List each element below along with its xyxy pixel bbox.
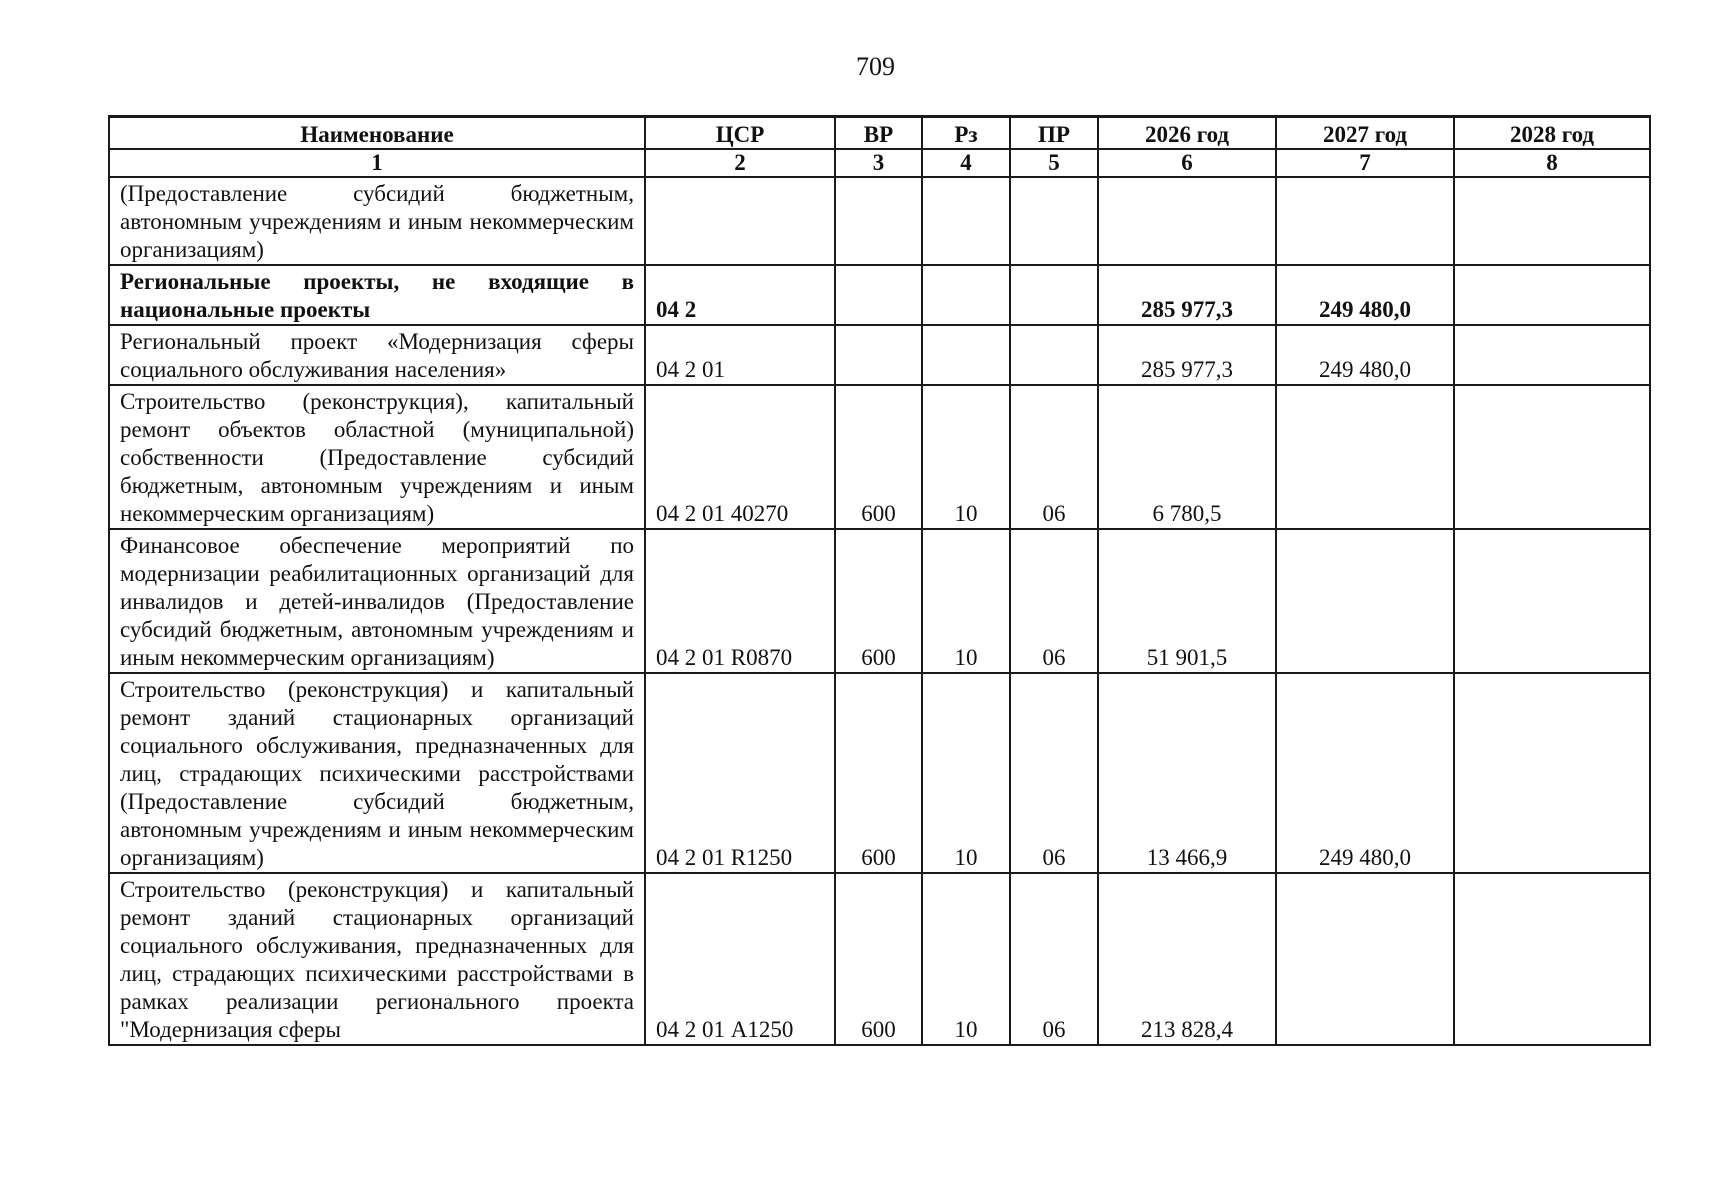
row-csr-cell: 04 2 01 R1250 (645, 673, 835, 873)
header-cell-rz: Рз (922, 117, 1010, 150)
row-2027-cell (1276, 529, 1454, 673)
row-vr-cell (835, 325, 922, 385)
row-rz-cell: 10 (922, 529, 1010, 673)
header-cell-csr: ЦСР (645, 117, 835, 150)
header-cell-2028: 2028 год (1454, 117, 1650, 150)
row-csr-cell (645, 177, 835, 265)
row-2028-cell (1454, 873, 1650, 1045)
row-rz-cell: 10 (922, 873, 1010, 1045)
row-csr-cell: 04 2 01 А1250 (645, 873, 835, 1045)
row-vr-cell: 600 (835, 385, 922, 529)
row-name-cell: Региональные проекты, не входящие в национальные проекты (109, 265, 645, 325)
column-number: 3 (835, 149, 922, 177)
row-2026-cell: 285 977,3 (1098, 265, 1276, 325)
table-row (109, 673, 1650, 873)
row-name-cell: (Предоставление субсидий бюджетным, автономным учреждениям и иным некоммерческим организациям) (109, 177, 645, 265)
column-number: 6 (1098, 149, 1276, 177)
row-vr-cell (835, 265, 922, 325)
header-cell-vr: ВР (835, 117, 922, 150)
header-cell-name: Наименование (109, 117, 645, 150)
row-2028-cell (1454, 529, 1650, 673)
row-2027-cell (1276, 177, 1454, 265)
row-pr-cell: 06 (1010, 873, 1098, 1045)
row-csr-cell: 04 2 01 (645, 325, 835, 385)
row-rz-cell (922, 177, 1010, 265)
table-row (109, 325, 1650, 385)
row-2026-cell: 285 977,3 (1098, 325, 1276, 385)
row-vr-cell: 600 (835, 873, 922, 1045)
header-cell-2026: 2026 год (1098, 117, 1276, 150)
header-cell-pr: ПР (1010, 117, 1098, 150)
row-name-cell: Строительство (реконструкция) и капитальный ремонт зданий стационарных организаций социального обслуживания, предназначенных для лиц, страдающих психическими расстройствами (Предоставление субсидий бюджетным, автономным учреждениям и иным некоммерческим организациям) (109, 673, 645, 873)
table-row (109, 873, 1650, 1045)
row-pr-cell (1010, 265, 1098, 325)
row-name-cell: Строительство (реконструкция) и капитальный ремонт зданий стационарных организаций социального обслуживания, предназначенных для лиц, страдающих психическими расстройствами в рамках реализации регионального проекта "Модернизация сферы (109, 873, 645, 1045)
budget-table (108, 115, 1651, 1046)
row-pr-cell (1010, 325, 1098, 385)
row-csr-cell: 04 2 01 R0870 (645, 529, 835, 673)
row-csr-cell: 04 2 (645, 265, 835, 325)
table-row (109, 265, 1650, 325)
table-header-row (109, 117, 1650, 150)
row-2027-cell: 249 480,0 (1276, 265, 1454, 325)
table-row (109, 385, 1650, 529)
row-vr-cell: 600 (835, 529, 922, 673)
row-2028-cell (1454, 265, 1650, 325)
column-number: 7 (1276, 149, 1454, 177)
row-rz-cell (922, 265, 1010, 325)
row-csr-cell: 04 2 01 40270 (645, 385, 835, 529)
column-number: 2 (645, 149, 835, 177)
row-name-cell: Региональный проект «Модернизация сферы социального обслуживания населения» (109, 325, 645, 385)
row-2028-cell (1454, 385, 1650, 529)
row-2026-cell: 213 828,4 (1098, 873, 1276, 1045)
column-number-row (109, 149, 1650, 177)
row-rz-cell (922, 325, 1010, 385)
row-2028-cell (1454, 673, 1650, 873)
row-pr-cell: 06 (1010, 673, 1098, 873)
header-cell-2027: 2027 год (1276, 117, 1454, 150)
row-2026-cell (1098, 177, 1276, 265)
row-pr-cell: 06 (1010, 529, 1098, 673)
row-2027-cell (1276, 873, 1454, 1045)
row-rz-cell: 10 (922, 673, 1010, 873)
page-number: 709 (856, 52, 895, 81)
table-row (109, 177, 1650, 265)
row-rz-cell: 10 (922, 385, 1010, 529)
table-body (109, 177, 1650, 1045)
row-2027-cell: 249 480,0 (1276, 673, 1454, 873)
row-2027-cell (1276, 385, 1454, 529)
row-2028-cell (1454, 177, 1650, 265)
row-name-cell: Финансовое обеспечение мероприятий по модернизации реабилитационных организаций для инвалидов и детей-инвалидов (Предоставление субсидий бюджетным, автономным учреждениям и иным некоммерческим организациям) (109, 529, 645, 673)
row-2026-cell: 51 901,5 (1098, 529, 1276, 673)
row-2027-cell: 249 480,0 (1276, 325, 1454, 385)
column-number: 4 (922, 149, 1010, 177)
table-row (109, 529, 1650, 673)
row-2026-cell: 6 780,5 (1098, 385, 1276, 529)
column-number: 1 (109, 149, 645, 177)
column-number: 8 (1454, 149, 1650, 177)
row-name-cell: Строительство (реконструкция), капитальный ремонт объектов областной (муниципальной) собственности (Предоставление субсидий бюджетным, автономным учреждениям и иным некоммерческим организациям) (109, 385, 645, 529)
row-pr-cell (1010, 177, 1098, 265)
column-number: 5 (1010, 149, 1098, 177)
row-2028-cell (1454, 325, 1650, 385)
row-vr-cell (835, 177, 922, 265)
row-vr-cell: 600 (835, 673, 922, 873)
row-2026-cell: 13 466,9 (1098, 673, 1276, 873)
row-pr-cell: 06 (1010, 385, 1098, 529)
